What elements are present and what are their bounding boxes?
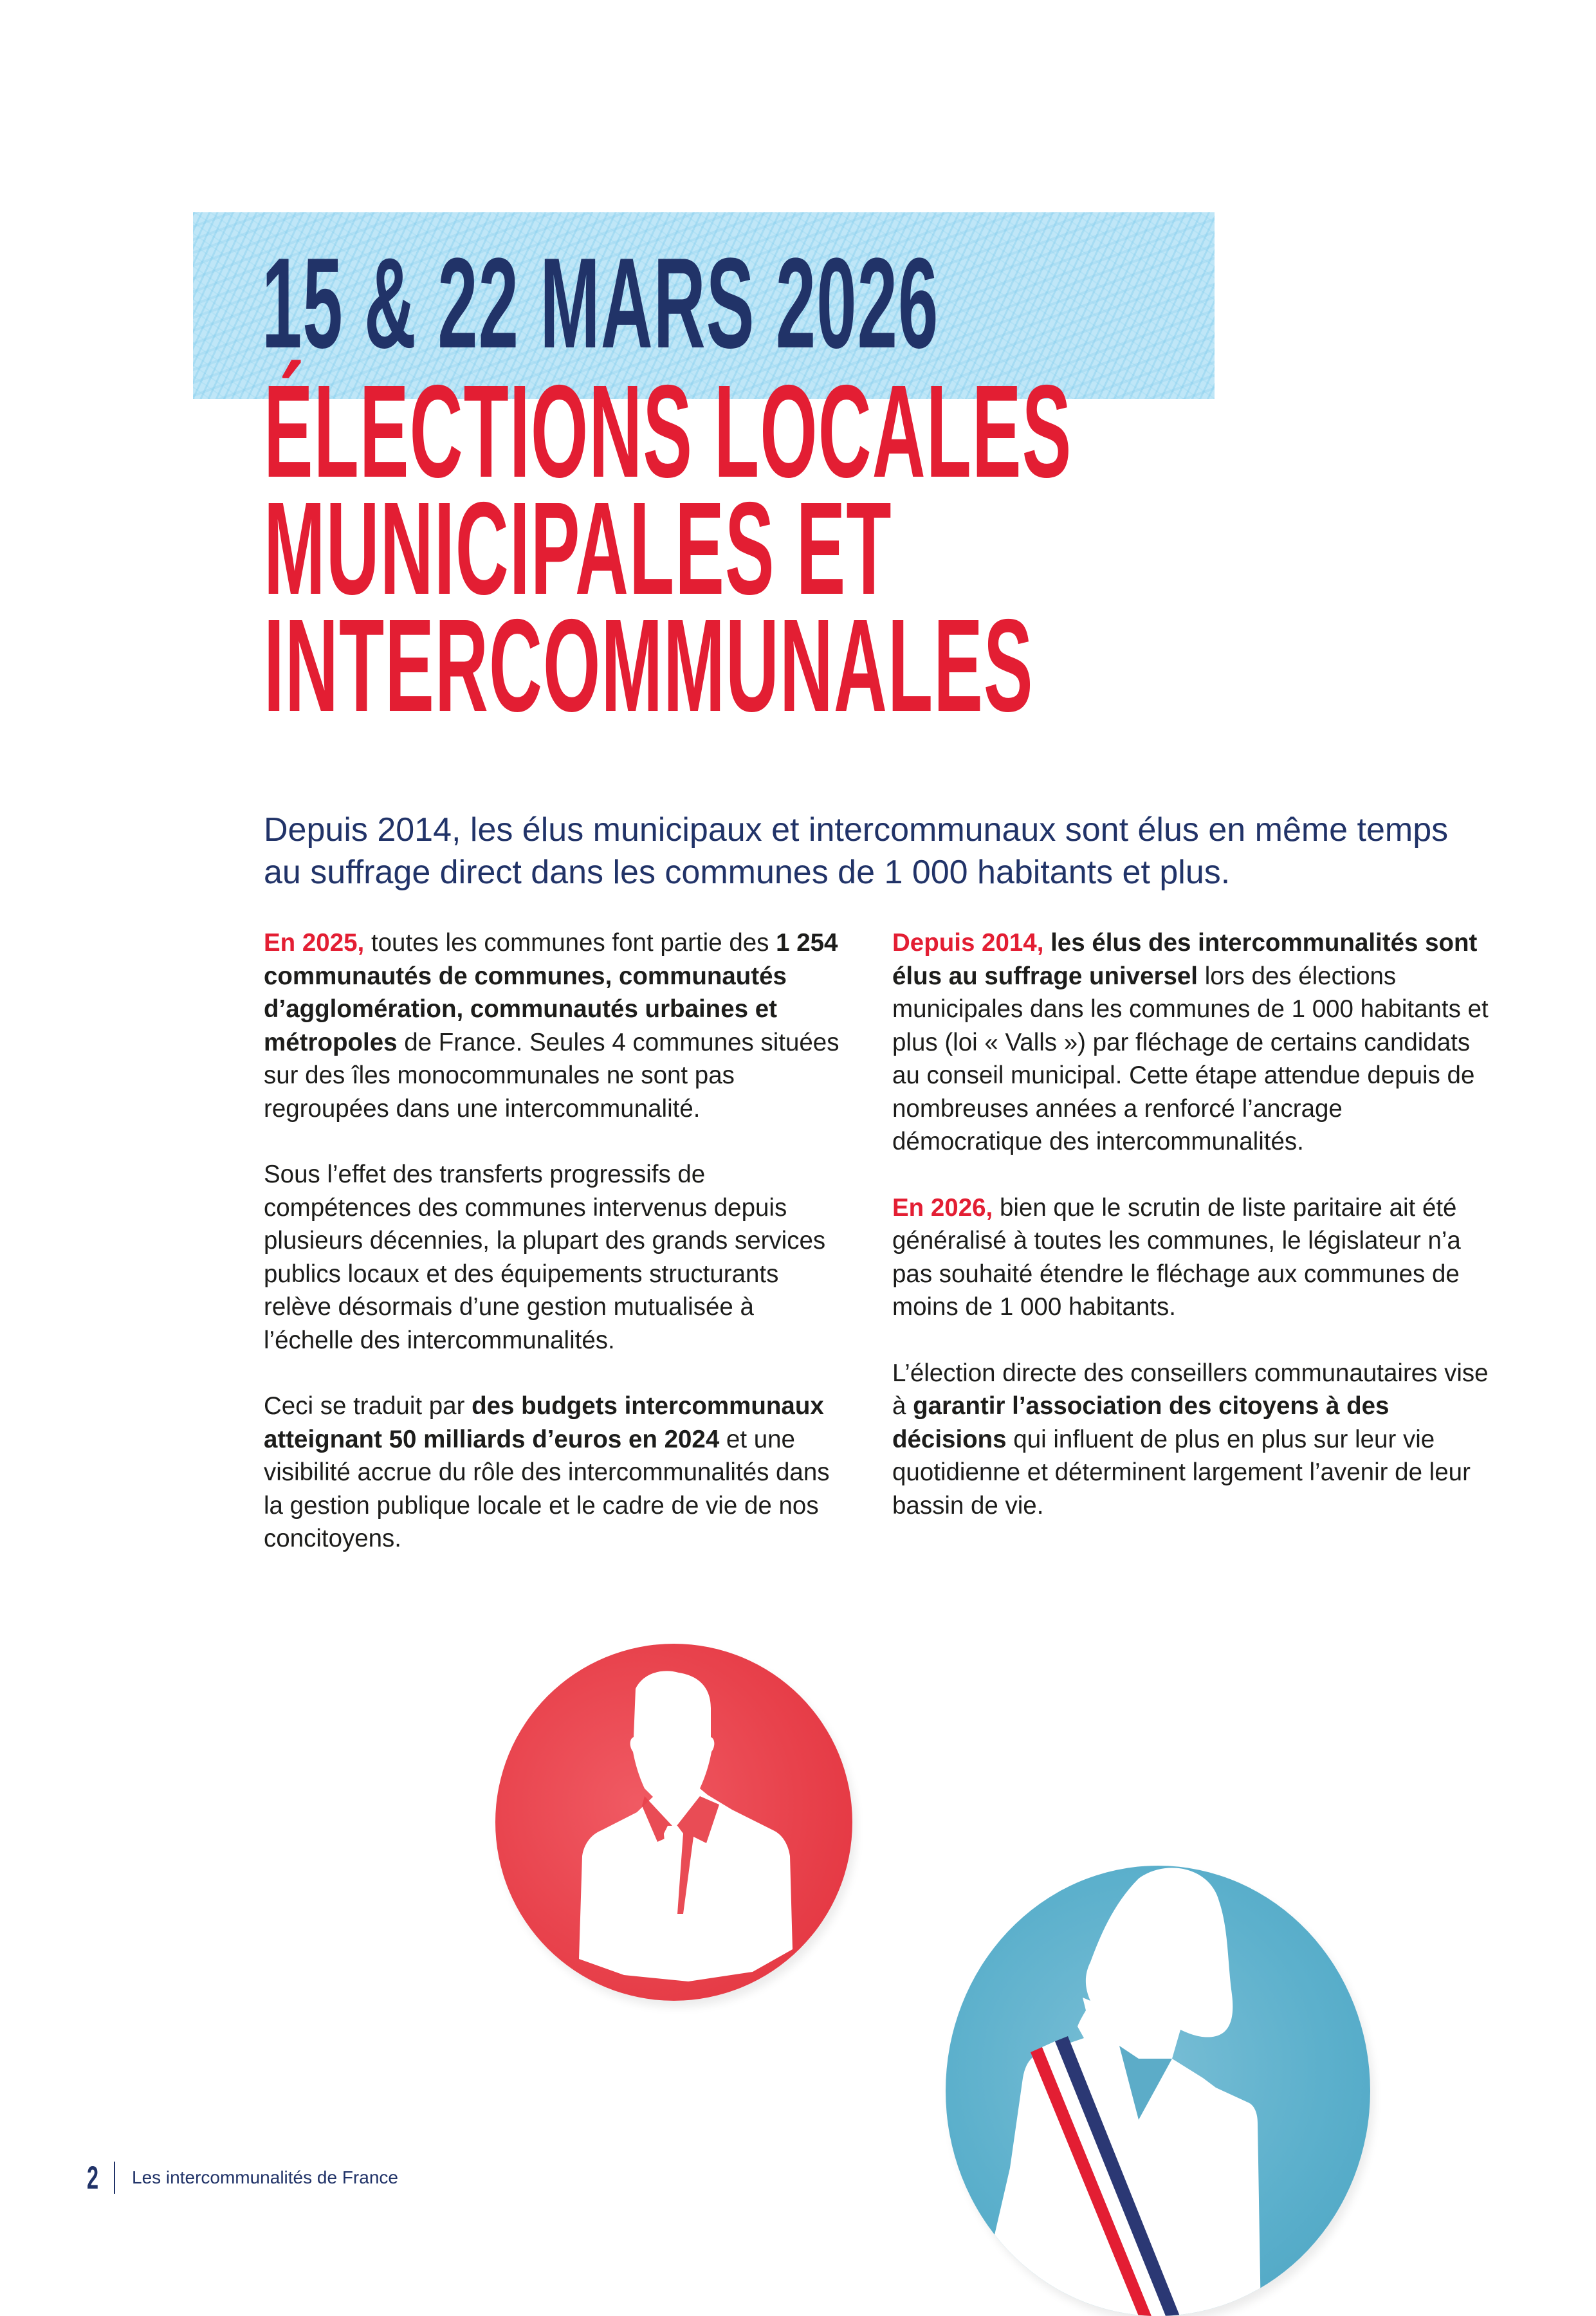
bold-text: 1 254 communautés de communes, communautés d’agglomération, communautés urbaines et métropoles (264, 929, 838, 1056)
paragraph-transfers (264, 1158, 843, 1357)
footer-divider (114, 2162, 115, 2194)
man-silhouette-illustration (495, 1644, 852, 2001)
page-footer (87, 2158, 398, 2197)
bold-text: les élus des intercommunalités sont élus au suffrage universel (892, 929, 1478, 990)
text: toutes les communes font partie des (364, 929, 776, 957)
woman-mayor-illustration (946, 1866, 1370, 2316)
bold-text: des budgets intercommunaux atteignant 50 milliards d’euros en 2024 (264, 1392, 824, 1453)
text: de France. Seules 4 communes situées sur des îles monocommunales ne sont pas regroupées dans une intercommunalité. (264, 1028, 839, 1123)
left-column (264, 926, 843, 1588)
text: L’élection directe des conseillers communautaires vise à (892, 1359, 1489, 1420)
text: qui influent de plus en plus sur leur vie quotidienne et déterminent largement l’avenir de leur bassin de vie. (892, 1425, 1471, 1520)
text: lors des élections municipales dans les communes de 1 000 habitants et plus (loi « Valls ») par fléchage de certains candidats au conseil municipal. Cette étape attendue depuis de nombreuses années a renforcé l’ancrage démocratique des intercommunalités. (892, 962, 1489, 1155)
paragraph-direct-election (892, 1357, 1497, 1523)
text: bien que le scrutin de liste paritaire ait été généralisé à toutes les communes, le législateur n’a pas souhaité étendre le fléchage aux communes de moins de 1 000 habitants. (892, 1193, 1461, 1321)
page-number: 2 (87, 2160, 99, 2196)
highlight-year: En 2025, (264, 929, 365, 957)
paragraph-2014 (892, 926, 1497, 1159)
highlight-year: En 2026, (892, 1193, 993, 1222)
bold-text: garantir l’association des citoyens à des décisions (892, 1392, 1390, 1453)
text: Sous l’effet des transferts progressifs de compétences des communes intervenus depuis plusieurs décennies, la plupart des grands services publics locaux et des équipements structurants relève désormais d’une gestion mutualisée à l’échelle des intercommunalités. (264, 1161, 826, 1354)
paragraph-2026 (892, 1191, 1497, 1324)
woman-with-tricolor-sash-icon (946, 1866, 1370, 2316)
highlight-year: Depuis 2014, (892, 929, 1044, 957)
man-in-suit-icon (495, 1644, 852, 2001)
title-line-1: ÉLECTIONS LOCALES (264, 358, 1072, 505)
right-column (892, 926, 1497, 1555)
paragraph-budgets (264, 1390, 843, 1556)
lead-paragraph: Depuis 2014, les élus municipaux et intercommunaux sont élus en même temps au suffrage direct dans les communes de 1 000 habitants et plus. (264, 811, 1449, 891)
title-line-3: INTERCOMMUNALES (264, 592, 1034, 739)
text: et une visibilité accrue du rôle des intercommunalités dans la gestion publique locale et le cadre de vie de nos concitoyens. (264, 1425, 830, 1552)
paragraph-2025 (264, 926, 843, 1125)
title-line-2: MUNICIPALES ET (264, 475, 892, 622)
election-dates: 15 & 22 MARS 2026 (262, 232, 939, 375)
text: Ceci se traduit par (264, 1392, 472, 1420)
publication-title: Les intercommunalités de France (132, 2167, 398, 2187)
